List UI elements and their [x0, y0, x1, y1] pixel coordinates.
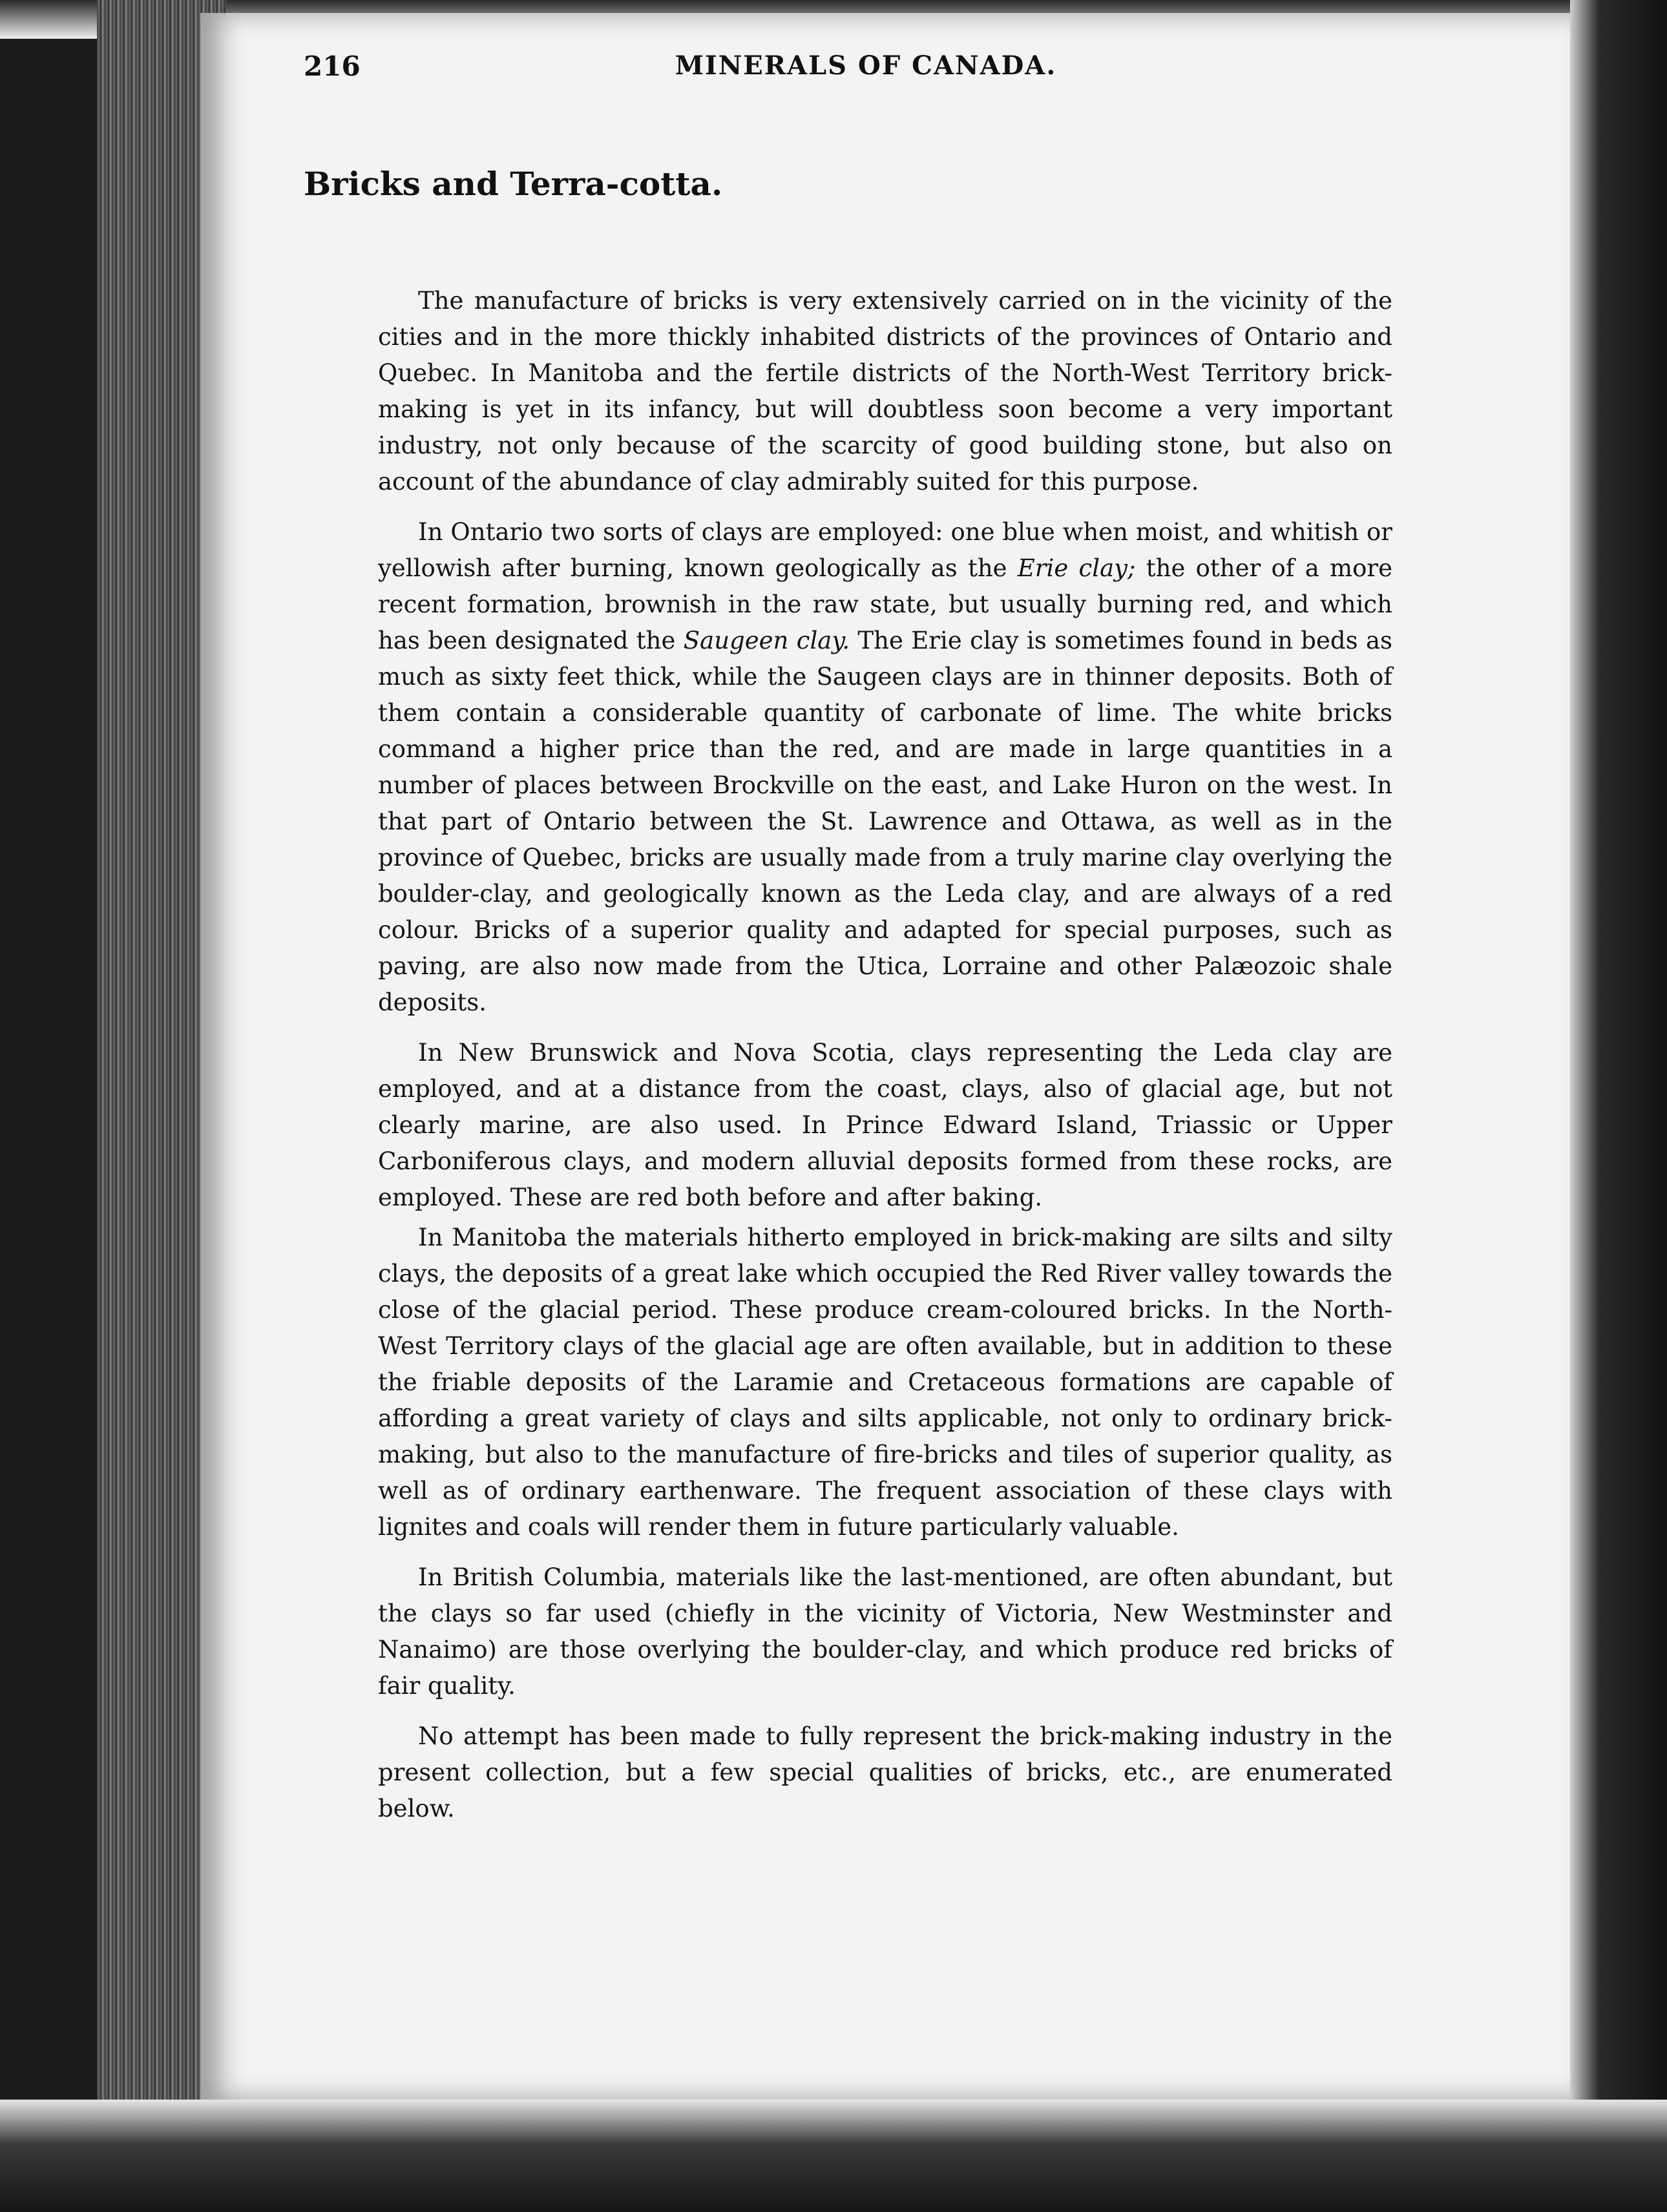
paragraph-ontario — [378, 514, 1392, 1021]
paragraph-ontario-part-1: In Ontario two sorts of clays are employed: one blue when moist, and whitish or yellowish after burning, known geologically as the — [378, 518, 1392, 582]
book-title: MINERALS OF CANADA. — [675, 50, 1057, 81]
section-heading: Bricks and Terra-cotta. — [304, 165, 723, 203]
body-text — [378, 283, 1392, 1841]
paragraph-new-brunswick: In New Brunswick and Nova Scotia, clays representing the Leda clay are employed, and at a distance from the coast, clays, also of glacial age, but not clearly marine, are also used. In Prince Edward Island, Triassic or Upper Carboniferous clays, and modern alluvial deposits formed from these rocks, are employed. These are red both before and after baking. — [378, 1039, 1392, 1211]
erie-clay-term: Erie clay; — [1017, 554, 1136, 582]
scan-bottom-edge — [0, 2100, 1667, 2212]
page-number: 216 — [304, 50, 361, 82]
paragraph-manitoba: In Manitoba the materials hitherto employed in brick-making are silts and silty clays, the deposits of a great lake which occupied the Red River valley towards the close of the glacial period. These produce cream-coloured bricks. In the North-West Territory clays of the glacial age are often available, but in addition to these the friable deposits of the Laramie and Cretaceous formations are capable of affording a great variety of clays and silts applicable, not only to ordinary brick-making, but also to the manufacture of fire-bricks and tiles of superior quality, as well as of ordinary earthenware. The frequent association of these clays with lignites and coals will render them in future particularly valuable. — [378, 1224, 1392, 1541]
paragraph-ontario-part-3: The Erie clay is sometimes found in beds as much as sixty feet thick, while the Saugeen clays are in thinner deposits. Both of them contain a considerable quantity of carbonate of lime. The white bricks command a higher price than the red, and are made in large quantities in a number of places between Brockville on the east, and Lake Huron on the west. In that part of Ontario between the St. Lawrence and Ottawa, as well as in the province of Quebec, bricks are usually made from a truly marine clay overlying the boulder-clay, and geologically known as the Leda clay, and are always of a red colour. Bricks of a superior quality and adapted for special purposes, such as paving, are also now made from the Utica, Lorraine and other Palæozoic shale deposits. — [378, 627, 1392, 1016]
running-head — [304, 50, 1402, 96]
paragraph-british-columbia: In British Columbia, materials like the last-mentioned, are often abundant, but the clays so far used (chiefly in the vicinity of Victoria, New Westminster and Nanaimo) are those overlying the boulder-clay, and which produce red bricks of fair quality. — [378, 1563, 1392, 1700]
saugeen-clay-term: Saugeen clay. — [683, 627, 850, 654]
scan-right-edge — [1570, 0, 1667, 2212]
paragraph-collection: No attempt has been made to fully represent the brick-making industry in the present collection, but a few special qualities of bricks, etc., are enumerated below. — [378, 1722, 1392, 1822]
paragraph-ontario-part-2: the other of a more recent formation, brownish in the raw state, but usually burning red, and which has been designated the — [378, 554, 1393, 654]
paragraph-manufacture: The manufacture of bricks is very extensively carried on in the vicinity of the cities and in the more thickly inhabited districts of the provinces of Ontario and Quebec. In Manitoba and the fertile districts of the North-West Territory brick-making is yet in its infancy, but will doubtless soon become a very important industry, not only because of the scarcity of good building stone, but also on account of the abundance of clay admirably suited for this purpose. — [378, 287, 1392, 496]
